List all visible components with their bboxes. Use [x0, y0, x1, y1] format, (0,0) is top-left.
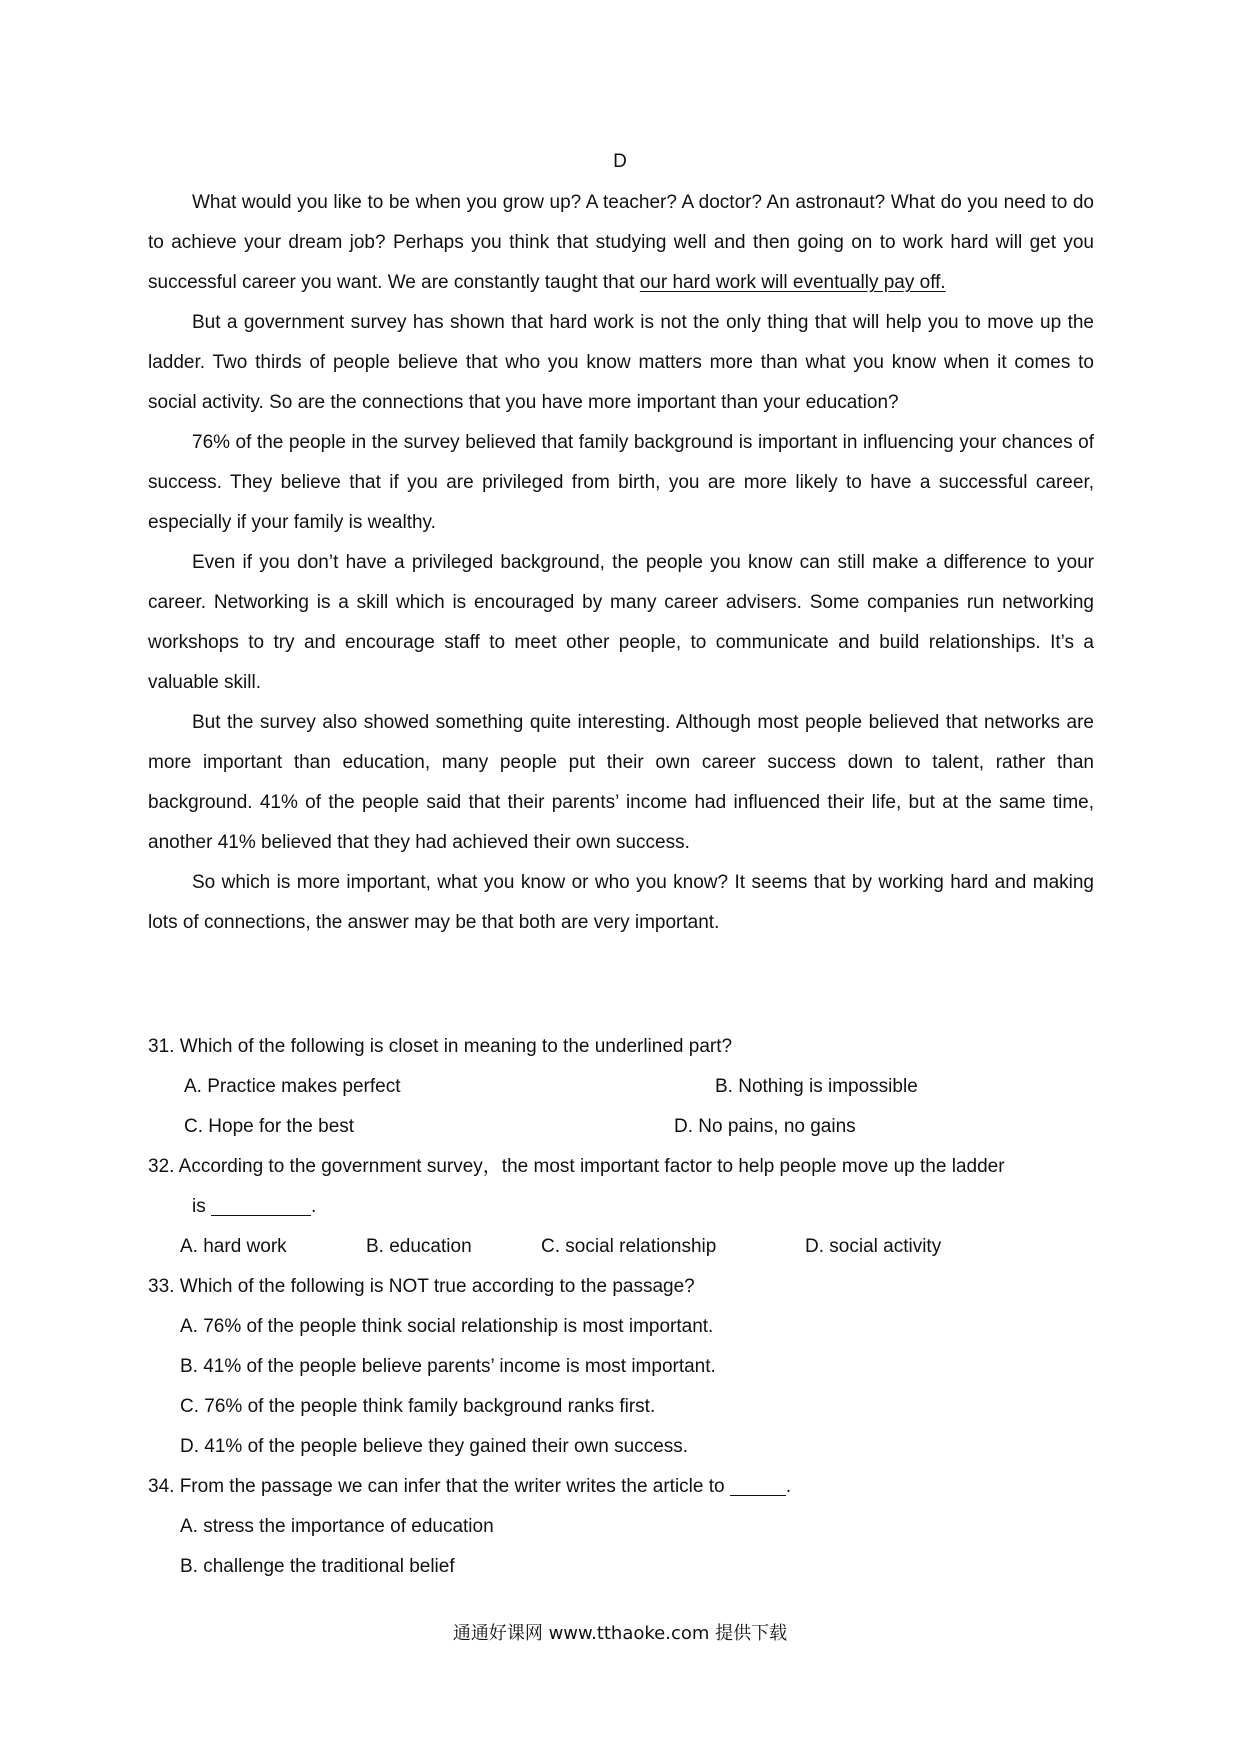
question-31 — [148, 1027, 1094, 1147]
question-32-option-a: A. hard work — [180, 1236, 287, 1257]
paragraph-1 — [148, 183, 1094, 303]
question-32-option-c: C. social relationship — [541, 1236, 717, 1257]
question-32-stem-end: is — [192, 1196, 206, 1217]
question-31-option-b: B. Nothing is impossible — [715, 1076, 918, 1097]
section-letter: D — [613, 151, 627, 172]
question-32-option-b: B. education — [366, 1236, 472, 1257]
reading-passage — [148, 183, 1094, 943]
question-31-stem: 31. Which of the following is closet in meaning to the underlined part? — [148, 1036, 733, 1057]
question-33 — [148, 1267, 1094, 1467]
question-34-option-b: B. challenge the traditional belief — [180, 1556, 455, 1577]
paragraph-2: But a government survey has shown that hard work is not the only thing that will help you to move up the ladder. Two thirds of people believe that who you know matters more than what you know when it comes to social activity. So are the connections that you have more important than your education? — [148, 312, 1094, 413]
paragraph-4: Even if you don’t have a privileged background, the people you know can still make a difference to your career. Networking is a skill which is encouraged by many career advisers. Some companies run networking workshops to try and encourage staff to meet other people, to communicate and build relationships. It’s a valuable skill. — [148, 552, 1094, 693]
question-31-options-row-1 — [148, 1067, 1094, 1107]
answer-blank — [730, 1471, 786, 1496]
paragraph-3: 76% of the people in the survey believed that family background is important in influencing your chances of success. They believe that if you are privileged from birth, you are more likely to have a successful career, especially if your family is wealthy. — [148, 432, 1094, 533]
question-33-stem: 33. Which of the following is NOT true according to the passage? — [148, 1276, 695, 1297]
question-33-option-a: A. 76% of the people think social relationship is most important. — [180, 1316, 714, 1337]
paragraph-6: So which is more important, what you know or who you know? It seems that by working hard and making lots of connections, the answer may be that both are very important. — [148, 872, 1094, 933]
question-34-stem: 34. From the passage we can infer that the writer writes the article to — [148, 1476, 725, 1497]
question-31-option-d: D. No pains, no gains — [674, 1116, 856, 1137]
question-31-option-c: C. Hope for the best — [184, 1116, 355, 1137]
answer-blank — [211, 1191, 311, 1216]
question-list — [148, 1027, 1094, 1587]
question-34 — [148, 1467, 1094, 1587]
underlined-phrase: our hard work will eventually pay off. — [639, 272, 946, 293]
question-34-option-a: A. stress the importance of education — [180, 1516, 494, 1537]
question-31-options-row-2 — [148, 1107, 1094, 1147]
question-32-stem: 32. According to the government survey，the most important factor to help people move up the ladder — [148, 1156, 1005, 1177]
question-34-stem-line: 34. From the passage we can infer that the writer writes the article to . — [148, 1467, 1094, 1507]
question-32 — [148, 1147, 1094, 1267]
question-33-option-c: C. 76% of the people think family background ranks first. — [180, 1396, 656, 1417]
question-31-option-a: A. Practice makes perfect — [184, 1076, 401, 1097]
question-32-options-row — [148, 1227, 1094, 1267]
question-33-option-b: B. 41% of the people believe parents’ income is most important. — [180, 1356, 716, 1377]
paragraph-5: But the survey also showed something quite interesting. Although most people believed that networks are more important than education, many people put their own career success down to talent, rather than background. 41% of the people said that their parents’ income had influenced their life, but at the same time, another 41% believed that they had achieved their own success. — [148, 712, 1094, 853]
paragraph-1-text: What would you like to be when you grow up? A teacher? A doctor? An astronaut? What do you need to do to achieve your dream job? Perhaps you think that studying well and then going on to work hard will get you successful career you want. We are constantly taught that — [148, 192, 1094, 293]
page-footer: 通通好课网 www.tthaoke.com 提供下载 — [452, 1623, 788, 1644]
question-32-option-d: D. social activity — [805, 1236, 942, 1257]
question-33-option-d: D. 41% of the people believe they gained their own success. — [180, 1436, 689, 1457]
question-32-stem-continued: is . — [148, 1187, 1094, 1227]
